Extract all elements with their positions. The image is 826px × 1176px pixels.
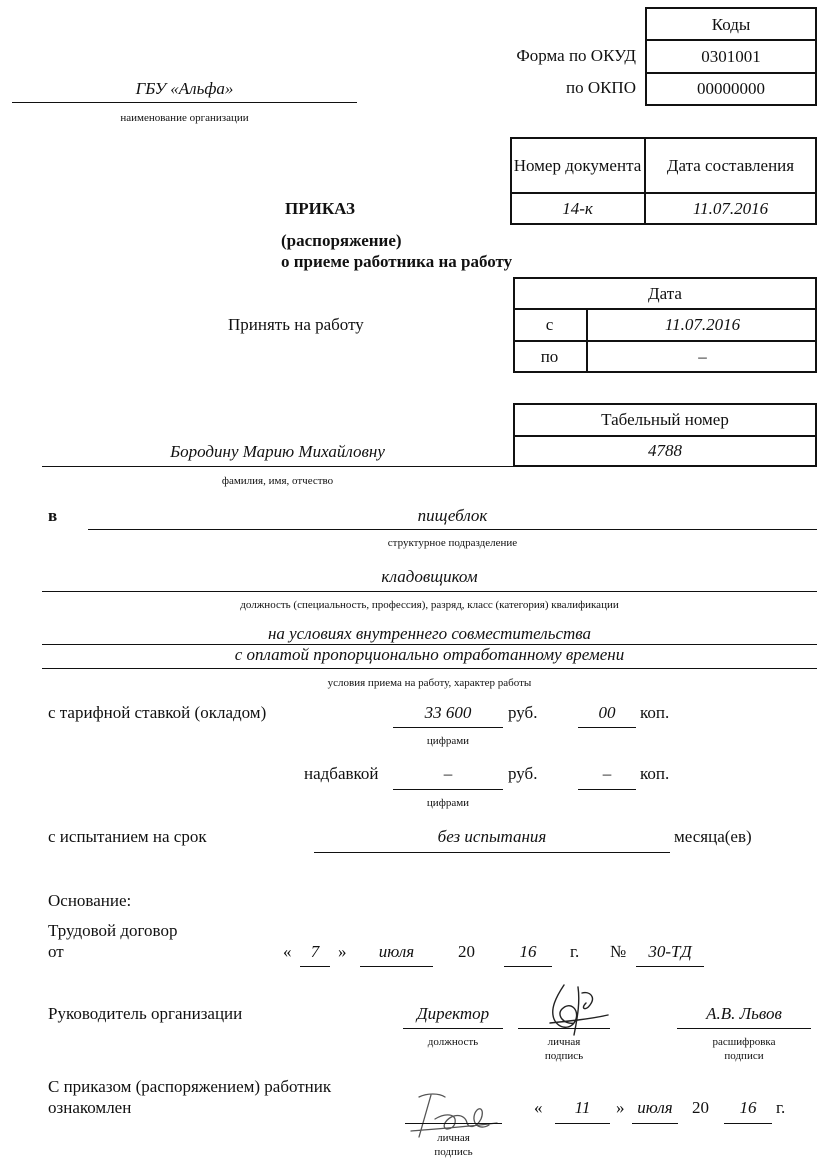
salary-kop-underline	[578, 727, 636, 728]
acknowledge-month-underline	[632, 1123, 678, 1124]
salary-kop-value: 00	[598, 703, 616, 722]
acknowledge-quote-open: «	[534, 1098, 543, 1117]
basis-doc-line-1: Трудовой договор	[48, 921, 178, 940]
position-value: кладовщиком	[381, 567, 478, 586]
organization-name: ГБУ «Альфа»	[135, 79, 234, 98]
doc-number-header: Номер документа	[513, 156, 642, 175]
conditions-line-1: на условиях внутреннего совместительства	[267, 624, 592, 643]
doc-date-value: 11.07.2016	[692, 199, 769, 218]
acknowledge-line-1: С приказом (распоряжением) работник	[48, 1077, 332, 1096]
bonus-rub-label: руб.	[508, 764, 538, 783]
bonus-kop-label: коп.	[640, 764, 670, 783]
acknowledge-year-underline	[724, 1123, 772, 1124]
head-name-underline	[677, 1028, 811, 1029]
order-subtitle-2: о приеме работника на работу	[281, 252, 513, 271]
doc-date-header: Дата составления	[666, 156, 795, 175]
organization-underline	[12, 102, 357, 103]
bonus-rub-underline	[393, 789, 503, 790]
position-caption: должность (специальность, профессия), разряд, класс (категория) квалификации	[240, 599, 619, 611]
department-underline	[88, 529, 817, 530]
basis-number-underline	[636, 966, 704, 967]
tab-number-header: Табельный номер	[601, 410, 729, 429]
basis-day: 7	[310, 942, 320, 961]
head-signature-caption-2: подпись	[544, 1050, 584, 1062]
hire-label: Принять на работу	[228, 315, 364, 334]
basis-quote-open: «	[283, 942, 292, 961]
basis-label: Основание:	[48, 891, 132, 910]
hire-from-date: 11.07.2016	[664, 315, 741, 334]
employee-caption: фамилия, имя, отчество	[221, 475, 334, 487]
basis-number: 30-ТД	[648, 942, 692, 961]
okud-label: Форма по ОКУД	[516, 46, 636, 65]
head-signature	[520, 975, 615, 1040]
acknowledge-year: 16	[739, 1098, 757, 1117]
salary-digits-caption: цифрами	[426, 735, 470, 747]
acknowledge-line-2: ознакомлен	[48, 1098, 132, 1117]
bonus-kop-underline	[578, 789, 636, 790]
order-subtitle-1: (распоряжение)	[281, 231, 402, 250]
doc-number-value: 14-к	[562, 199, 593, 218]
conditions-underline-2	[42, 668, 817, 669]
okud-code: 0301001	[701, 46, 761, 66]
head-position-underline	[403, 1028, 503, 1029]
hire-to-date: –	[698, 347, 707, 366]
salary-kop-label: коп.	[640, 703, 670, 722]
employee-signature-underline	[405, 1123, 502, 1124]
bonus-label: надбавкой	[304, 764, 379, 783]
hire-date-header: Дата	[648, 283, 682, 303]
department-prefix: в	[48, 506, 58, 525]
head-label: Руководитель организации	[48, 1004, 243, 1023]
tab-number-value: 4788	[648, 441, 682, 460]
acknowledge-century: 20	[692, 1098, 709, 1117]
acknowledge-day-underline	[555, 1123, 610, 1124]
head-position: Директор	[416, 1004, 490, 1023]
acknowledge-day: 11	[574, 1098, 591, 1117]
basis-day-underline	[300, 966, 330, 967]
basis-year-suffix: г.	[570, 942, 580, 961]
head-name-caption-1: расшифровка	[712, 1036, 776, 1048]
acknowledge-quote-close: »	[616, 1098, 625, 1117]
salary-label: с тарифной ставкой (окладом)	[48, 703, 267, 722]
basis-century: 20	[458, 942, 475, 961]
conditions-caption: условия приема на работу, характер работы	[327, 677, 532, 689]
bonus-kop-value: –	[602, 764, 612, 783]
position-underline	[42, 591, 817, 592]
probation-label: с испытанием на срок	[48, 827, 207, 846]
employee-signature-caption-1: личная	[437, 1132, 470, 1144]
basis-doc-line-2: от	[48, 942, 64, 961]
basis-year: 16	[519, 942, 537, 961]
conditions-line-2: с оплатой пропорционально отработанному времени	[234, 645, 625, 664]
employee-underline	[42, 466, 514, 467]
department-value: пищеблок	[417, 506, 488, 525]
okpo-label: по ОКПО	[565, 78, 636, 97]
department-caption: структурное подразделение	[387, 537, 518, 549]
probation-unit: месяца(ев)	[674, 827, 752, 846]
head-signature-underline	[518, 1028, 610, 1029]
employee-name: Бородину Марию Михайловну	[170, 442, 385, 461]
head-signature-caption-1: личная	[547, 1036, 581, 1048]
codes-header: Коды	[711, 15, 751, 34]
basis-month: июля	[378, 942, 415, 961]
bonus-rub-value: –	[443, 764, 453, 783]
okpo-code: 00000000	[697, 79, 765, 98]
salary-rub-underline	[393, 727, 503, 728]
basis-number-sign: №	[610, 942, 627, 961]
hire-to-label: по	[540, 347, 559, 366]
salary-rub-label: руб.	[508, 703, 538, 722]
organization-caption: наименование организации	[120, 112, 249, 124]
salary-rub-value: 33 600	[424, 703, 472, 722]
basis-month-underline	[360, 966, 433, 967]
employee-signature-caption-2: подпись	[434, 1146, 473, 1158]
probation-underline	[314, 852, 670, 853]
acknowledge-year-suffix: г.	[776, 1098, 786, 1117]
probation-value: без испытания	[437, 827, 547, 846]
head-name-caption-2: подписи	[724, 1050, 764, 1062]
head-position-caption: должность	[427, 1036, 479, 1048]
bonus-digits-caption: цифрами	[426, 797, 470, 809]
basis-year-underline	[504, 966, 552, 967]
order-title: ПРИКАЗ	[285, 199, 355, 218]
head-name: А.В. Львов	[706, 1004, 782, 1023]
basis-quote-close: »	[338, 942, 347, 961]
acknowledge-month: июля	[637, 1098, 673, 1117]
hire-from-label: с	[545, 315, 554, 334]
